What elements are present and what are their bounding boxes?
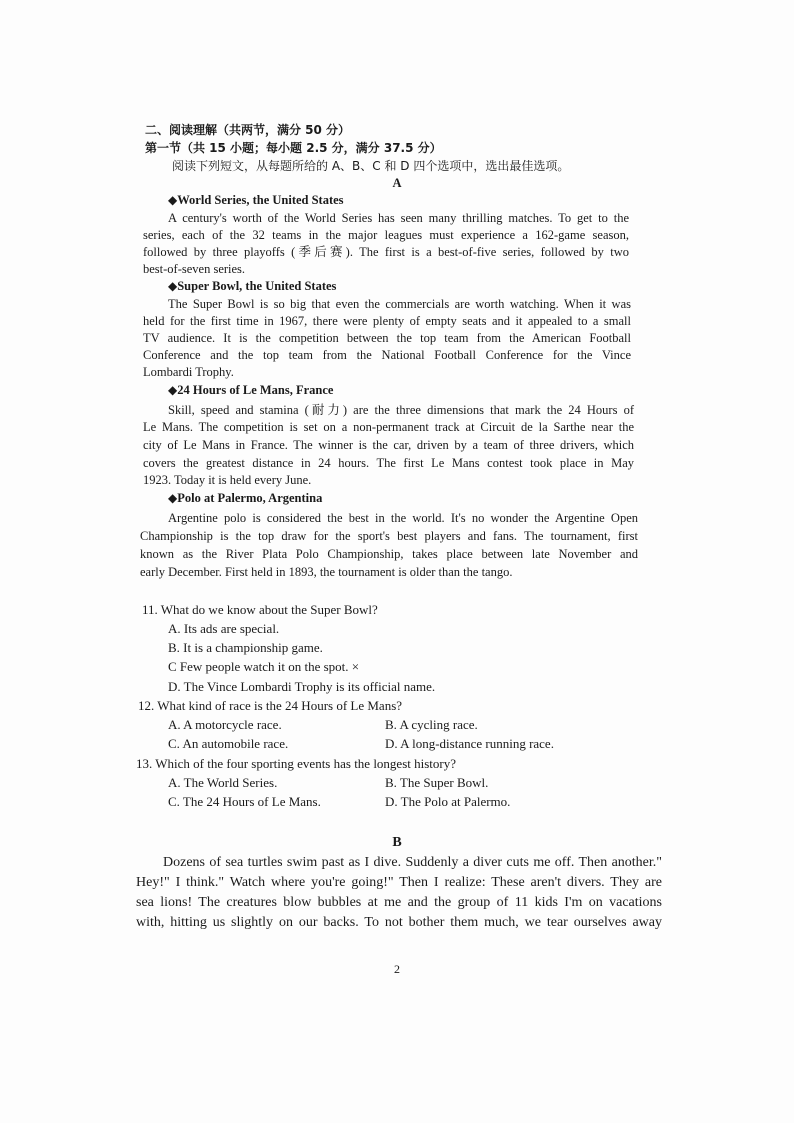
passage-b-letter: B	[392, 835, 402, 850]
answer-option: A. Its ads are special.	[168, 621, 280, 636]
answer-option: B. A cycling race.	[385, 717, 478, 732]
passage-line: known as the River Plata Polo Championship, takes place between late November and	[140, 547, 638, 561]
passage-line: Skill, speed and stamina (耐力) are the three dimensions that mark the 24 Hours of	[168, 403, 634, 417]
question-stem: 13. Which of the four sporting events has the longest history?	[136, 756, 457, 771]
answer-option: C Few people watch it on the spot. ×	[168, 659, 360, 674]
item-title: ◆Super Bowl, the United States	[168, 279, 337, 293]
passage-line: The Super Bowl is so big that even the commercials are worth watching. When it was	[168, 297, 631, 311]
passage-line: TV audience. It is the competition between the top team from the American Football	[143, 331, 631, 345]
answer-option: A. A motorcycle race.	[168, 717, 282, 732]
answer-option: C. The 24 Hours of Le Mans.	[168, 794, 321, 809]
passage-line: Lombardi Trophy.	[143, 365, 234, 379]
passage-line: Le Mans. The competition is set on a non-permanent track at Circuit de la Sarthe near the	[143, 420, 634, 434]
passage-line: city of Le Mans in France. The winner is the car, driven by a team of three drivers, which	[143, 438, 634, 452]
section-heading: 二、阅读理解（共两节，满分 50 分）	[145, 123, 351, 137]
diamond-bullet-icon: ◆	[168, 383, 178, 397]
passage-line: Hey!" I think." Watch where you're going!" Then I realize: These aren't divers. They are	[136, 875, 662, 890]
passage-line: covers the greatest distance in 24 hours. The first Le Mans contest took place in May	[143, 456, 634, 470]
page-number: 2	[394, 962, 400, 976]
passage-line: sea lions! The creatures blow bubbles at me and the group of 11 kids I'm on vacations	[136, 895, 662, 910]
passage-line: A century's worth of the World Series has seen many thrilling matches. To get to the	[168, 211, 629, 225]
diamond-bullet-icon: ◆	[168, 491, 178, 505]
item-title: ◆World Series, the United States	[168, 193, 344, 207]
passage-line: 1923. Today it is held every June.	[143, 473, 312, 487]
answer-option: A. The World Series.	[168, 775, 278, 790]
passage-line: best-of-seven series.	[143, 262, 246, 276]
passage-line: Argentine polo is considered the best in the world. It's no wonder the Argentine Open	[168, 511, 638, 525]
answer-option: D. The Polo at Palermo.	[385, 794, 511, 809]
passage-line: Championship is the top draw for the sport's best players and fans. The tournament, first	[140, 529, 638, 543]
answer-option: C. An automobile race.	[168, 736, 289, 751]
question-stem: 11. What do we know about the Super Bowl?	[142, 602, 378, 617]
passage-line: series, each of the 32 teams in the major leagues must experience a 162-game season,	[143, 228, 629, 242]
passage-a-letter: A	[392, 176, 402, 190]
answer-option: D. The Vince Lombardi Trophy is its official name.	[168, 679, 436, 694]
passage-line: Dozens of sea turtles swim past as I dive. Suddenly a diver cuts me off. Then another."	[163, 855, 662, 870]
part-heading: 第一节（共 15 小题；每小题 2.5 分，满分 37.5 分）	[145, 141, 442, 155]
passage-line: Conference and the top team from the National Football Conference for the Vince	[143, 348, 631, 362]
diamond-bullet-icon: ◆	[168, 193, 178, 207]
passage-line: with, hitting us slightly on our backs. To not bother them much, we tear ourselves away	[136, 915, 662, 930]
answer-option: D. A long-distance running race.	[385, 736, 554, 751]
diamond-bullet-icon: ◆	[168, 279, 178, 293]
passage-line: held for the first time in 1967, there were plenty of empty seats and it appealed to a small	[143, 314, 631, 328]
passage-line: early December. First held in 1893, the tournament is older than the tango.	[140, 565, 513, 579]
answer-option: B. It is a championship game.	[168, 640, 323, 655]
item-title: ◆Polo at Palermo, Argentina	[168, 491, 323, 505]
question-stem: 12. What kind of race is the 24 Hours of Le Mans?	[138, 698, 403, 713]
instructions: 阅读下列短文，从每题所给的 A、B、C 和 D 四个选项中，选出最佳选项。	[172, 159, 570, 173]
item-title: ◆24 Hours of Le Mans, France	[168, 383, 334, 397]
answer-option: B. The Super Bowl.	[385, 775, 489, 790]
passage-line: followed by three playoffs (季后赛). The first is a best-of-five series, followed by two	[143, 245, 629, 259]
